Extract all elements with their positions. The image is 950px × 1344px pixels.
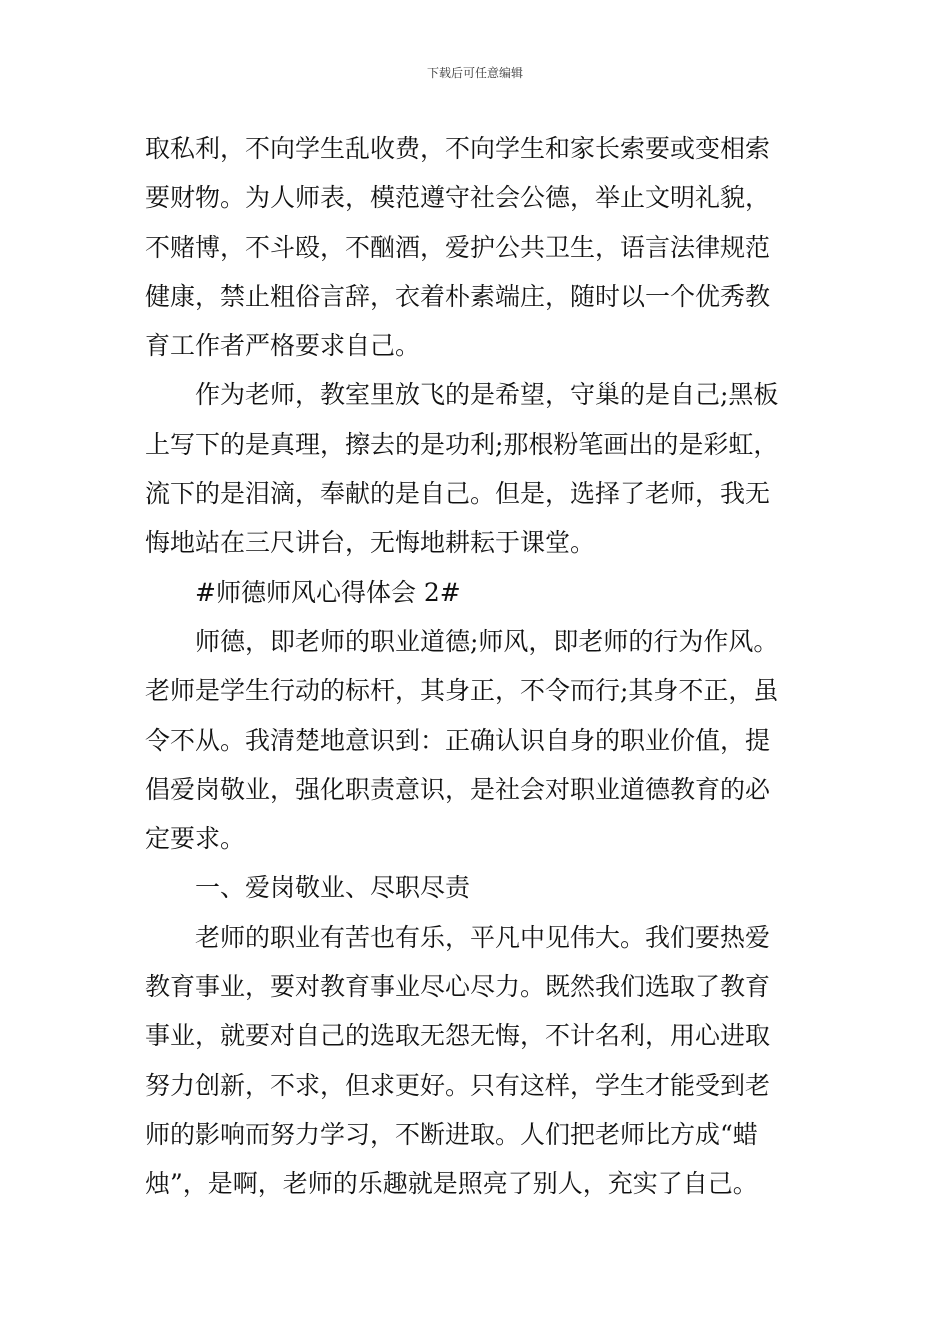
text-line: 上写下的是真理，擦去的是功利;那根粉笔画出的是彩虹， — [145, 429, 779, 459]
text-line: 倡爱岗敬业，强化职责意识，是社会对职业道德教育的必 — [145, 774, 771, 804]
section-title: #师德师风心得体会 2# — [195, 577, 461, 607]
text-line: 育工作者严格要求自己。 — [145, 331, 421, 361]
text-line: 师德，即老师的职业道德;师风，即老师的行为作风。 — [195, 626, 779, 656]
text-line: 取私利，不向学生乱收费，不向学生和家长索要或变相索 — [145, 134, 771, 163]
text-line: 悔地站在三尺讲台，无悔地耕耘于课堂。 — [145, 528, 596, 558]
text-line: 老师的职业有苦也有乐，平凡中见伟大。我们要热爱 — [195, 922, 771, 952]
document-body — [145, 124, 805, 1209]
page-header: 下载后可任意编辑 — [426, 66, 523, 80]
text-line: 事业，就要对自己的选取无怨无悔，不计名利，用心进取 — [145, 1021, 771, 1051]
text-line: 健康，禁止粗俗言辞，衣着朴素端庄，随时以一个优秀教 — [145, 281, 771, 311]
text-line: 不赌博，不斗殴，不酗酒，爱护公共卫生，语言法律规范 — [145, 232, 771, 262]
text-line: 定要求。 — [145, 824, 246, 854]
text-line: 要财物。为人师表，模范遵守社会公德，举止文明礼貌， — [145, 183, 771, 213]
text-line: 作为老师，教室里放飞的是希望，守巢的是自己;黑板 — [195, 380, 779, 410]
text-line: 令不从。我清楚地意识到：正确认识自身的职业价值，提 — [145, 725, 771, 755]
text-line: 努力创新，不求，但求更好。只有这样，学生才能受到老 — [145, 1070, 771, 1100]
text-line: 师的影响而努力学习，不断进取。人们把老师比方成“蜡 — [145, 1119, 758, 1149]
text-line: 烛”，是啊，老师的乐趣就是照亮了别人，充实了自己。 — [145, 1169, 758, 1199]
text-line: 老师是学生行动的标杆，其身正，不令而行;其身不正，虽 — [145, 676, 779, 706]
text-line: 教育事业，要对教育事业尽心尽力。既然我们选取了教育 — [145, 972, 771, 1002]
text-line: 流下的是泪滴，奉献的是自己。但是，选择了老师，我无 — [145, 479, 771, 509]
subsection-title: 一、爱岗敬业、尽职尽责 — [195, 873, 471, 903]
